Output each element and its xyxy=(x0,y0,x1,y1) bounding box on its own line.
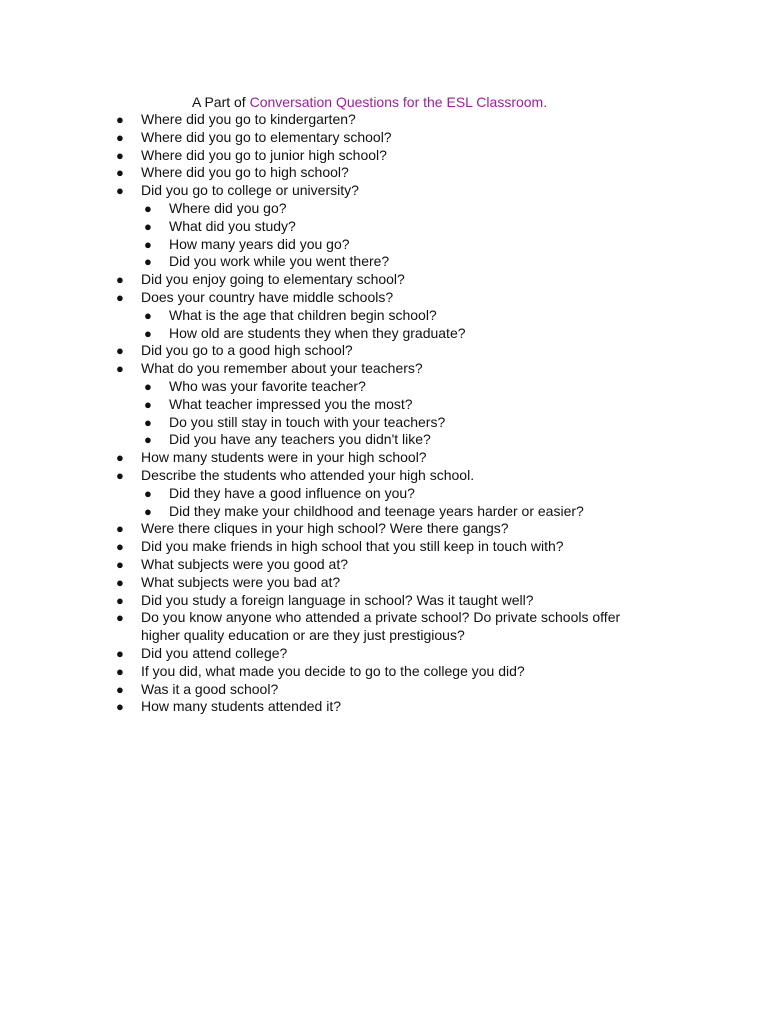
bullet-icon: ● xyxy=(144,378,152,394)
sub-question-item xyxy=(0,325,669,343)
question-text: What subjects were you good at? xyxy=(141,555,349,572)
question-text: Did you make friends in high school that you still keep in touch with? xyxy=(141,538,564,555)
source-link[interactable]: Conversation Questions for the ESL Classroom. xyxy=(249,94,548,110)
question-item xyxy=(0,182,641,200)
bullet-icon: ● xyxy=(116,610,124,626)
question-text: Describe the students who attended your high school. xyxy=(141,466,475,483)
bullet-icon: ● xyxy=(116,699,124,715)
question-item xyxy=(0,663,641,681)
bullet-icon: ● xyxy=(144,396,152,412)
sub-question-item xyxy=(0,378,669,396)
bullet-icon: ● xyxy=(116,147,124,163)
bullet-icon: ● xyxy=(116,539,124,555)
question-item xyxy=(0,129,641,147)
bullet-icon: ● xyxy=(144,325,152,341)
question-text: Was it a good school? xyxy=(141,680,279,697)
question-text: Do you know anyone who attended a private school? Do private schools offer higher quality education or are they just prestigious? xyxy=(141,609,621,644)
question-item xyxy=(0,360,641,378)
sub-question-item xyxy=(0,307,669,325)
sub-question-text: Did they make your childhood and teenage years harder or easier? xyxy=(169,502,584,519)
bullet-icon: ● xyxy=(116,112,124,127)
question-item xyxy=(0,681,641,699)
question-text: Does your country have middle schools? xyxy=(141,288,394,305)
question-item xyxy=(0,556,641,574)
question-text: Where did you go to high school? xyxy=(141,164,349,181)
bullet-icon: ● xyxy=(116,183,124,199)
sub-question-text: Do you still stay in touch with your teachers? xyxy=(169,413,446,430)
question-item xyxy=(0,645,641,663)
bullet-icon: ● xyxy=(116,681,124,697)
sub-question-text: Did they have a good influence on you? xyxy=(169,484,415,501)
question-text: If you did, what made you decide to go to the college you did? xyxy=(141,662,525,679)
question-list xyxy=(0,111,768,716)
question-item xyxy=(0,289,641,307)
sub-question-item xyxy=(0,396,669,414)
question-text: Did you enjoy going to elementary school? xyxy=(141,271,405,288)
sub-question-item xyxy=(0,431,669,449)
question-item xyxy=(0,592,641,610)
sub-question-item xyxy=(0,253,669,271)
bullet-icon: ● xyxy=(116,574,124,590)
sub-question-text: Did you have any teachers you didn't like? xyxy=(169,431,431,448)
header-prefix: A Part of xyxy=(192,94,250,110)
question-item xyxy=(0,342,641,360)
question-text: Where did you go to kindergarten? xyxy=(141,111,356,127)
sub-question-text: Did you work while you went there? xyxy=(169,253,390,270)
page-header xyxy=(192,93,547,111)
question-item xyxy=(0,147,641,165)
bullet-icon: ● xyxy=(116,289,124,305)
sub-question-text: What is the age that children begin school? xyxy=(169,306,437,323)
question-item xyxy=(0,449,641,467)
bullet-icon: ● xyxy=(116,592,124,608)
question-text: Did you go to a good high school? xyxy=(141,342,353,359)
bullet-icon: ● xyxy=(116,645,124,661)
sub-question-item xyxy=(0,200,669,218)
bullet-icon: ● xyxy=(116,165,124,181)
question-item xyxy=(0,538,641,556)
question-item xyxy=(0,164,641,182)
bullet-icon: ● xyxy=(144,503,152,519)
bullet-icon: ● xyxy=(144,218,152,234)
question-text: Did you go to college or university? xyxy=(141,182,359,199)
bullet-icon: ● xyxy=(144,254,152,270)
bullet-icon: ● xyxy=(144,200,152,216)
question-text: What do you remember about your teachers? xyxy=(141,360,423,377)
bullet-icon: ● xyxy=(116,467,124,483)
bullet-icon: ● xyxy=(144,432,152,448)
bullet-icon: ● xyxy=(116,272,124,288)
bullet-icon: ● xyxy=(116,663,124,679)
sub-question-text: What teacher impressed you the most? xyxy=(169,395,413,412)
sub-question-item xyxy=(0,503,669,521)
bullet-icon: ● xyxy=(116,343,124,359)
bullet-icon: ● xyxy=(116,361,124,377)
question-item xyxy=(0,609,641,645)
sub-question-text: How old are students they when they graduate? xyxy=(169,324,466,341)
sub-question-text: Where did you go? xyxy=(169,199,287,216)
question-item xyxy=(0,111,641,129)
bullet-icon: ● xyxy=(144,485,152,501)
question-text: How many students attended it? xyxy=(141,698,342,715)
question-text: What subjects were you bad at? xyxy=(141,573,341,590)
sub-question-text: How many years did you go? xyxy=(169,235,350,252)
bullet-icon: ● xyxy=(116,450,124,466)
question-item xyxy=(0,271,641,289)
question-item xyxy=(0,520,641,538)
sub-question-item xyxy=(0,218,669,236)
question-text: Where did you go to junior high school? xyxy=(141,146,387,163)
sub-question-text: Who was your favorite teacher? xyxy=(169,377,366,394)
bullet-icon: ● xyxy=(144,414,152,430)
question-text: Were there cliques in your high school? Were there gangs? xyxy=(141,520,509,537)
sub-question-item xyxy=(0,485,669,503)
sub-question-item xyxy=(0,236,669,254)
bullet-icon: ● xyxy=(144,236,152,252)
question-text: How many students were in your high school? xyxy=(141,449,427,466)
bullet-icon: ● xyxy=(116,129,124,145)
bullet-icon: ● xyxy=(116,556,124,572)
bullet-icon: ● xyxy=(116,521,124,537)
question-text: Did you attend college? xyxy=(141,644,288,661)
question-text: Where did you go to elementary school? xyxy=(141,128,392,145)
question-text: Did you study a foreign language in school? Was it taught well? xyxy=(141,591,534,608)
question-item xyxy=(0,698,641,716)
sub-question-item xyxy=(0,414,669,432)
question-item xyxy=(0,574,641,592)
question-item xyxy=(0,467,641,485)
sub-question-text: What did you study? xyxy=(169,217,296,234)
bullet-icon: ● xyxy=(144,307,152,323)
